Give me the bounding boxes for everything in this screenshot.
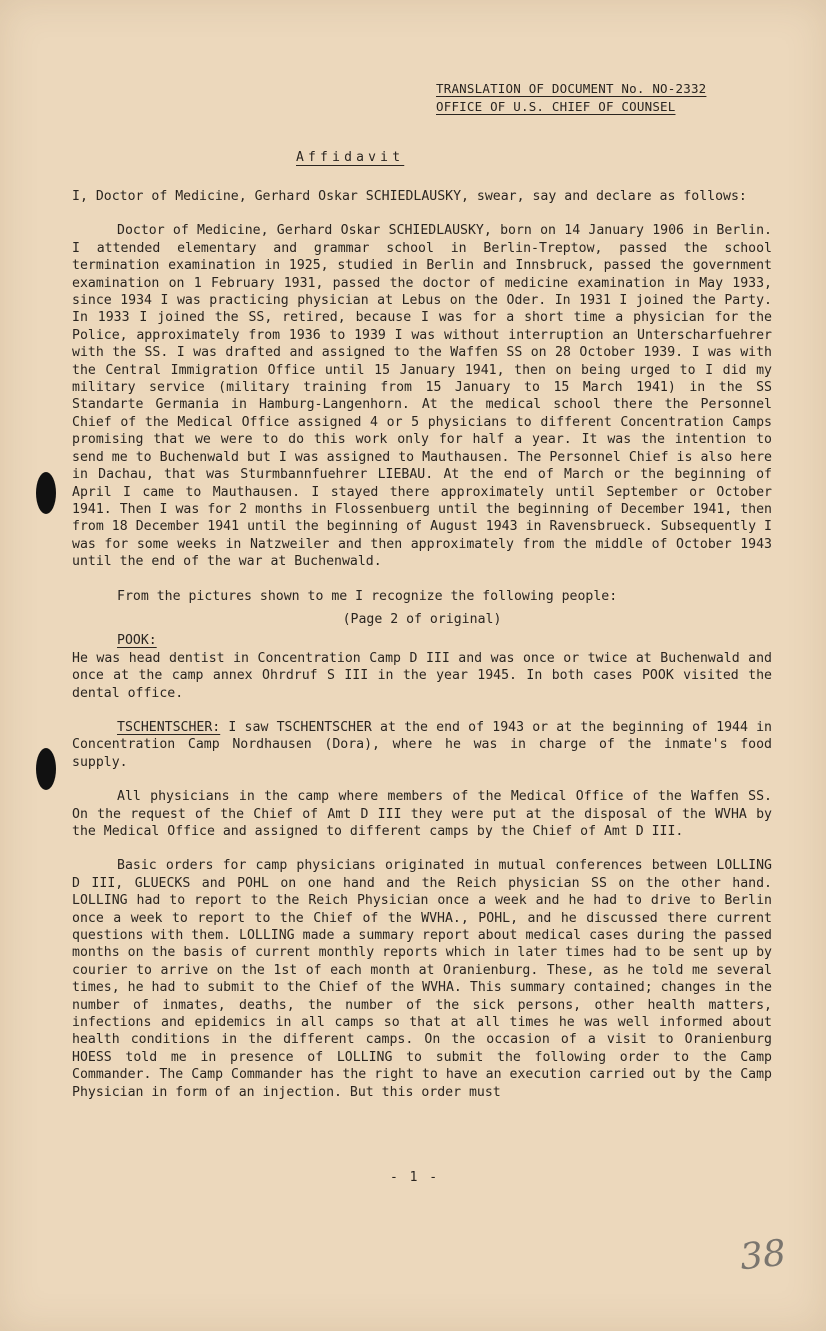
handwritten-page-number: 38 [737, 1232, 788, 1279]
pook-paragraph: He was head dentist in Concentration Camp D III and was once or twice at Buchenwald and once at the camp annex Ohrdruf S III in the year 1945. In both cases POOK visited the dental office. [72, 650, 772, 701]
pictures-paragraph: From the pictures shown to me I recognize the following people: [117, 588, 618, 604]
intro-paragraph: I, Doctor of Medicine, Gerhard Oskar SCHIEDLAUSKY, swear, say and declare as follows: [72, 189, 747, 204]
document-header [436, 80, 796, 116]
punch-hole-bottom [36, 748, 56, 790]
tschentscher-text: I saw TSCHENTSCHER at the end of 1943 or at the beginning of 1944 in Concentration Camp Nordhausen (Dora), where he was in charge of the inmate's food supply. [72, 719, 772, 770]
punch-hole-top [36, 472, 56, 514]
document-title: Affidavit [296, 150, 405, 165]
header-translation-line: TRANSLATION OF DOCUMENT No. NO-2332 [436, 81, 707, 96]
orders-paragraph: Basic orders for camp physicians originated in mutual conferences between LOLLING D III, GLUECKS and POHL on one hand and the Reich physician SS on the other hand. LOLLING had to report to the Reich Physician once a week and he had to drive to Berlin once a week to report to the Chief of the WVHA., POHL, and he discussed there current questions with them. LOLLING made a summary report about medical cases during the passed months on the basis of current monthly reports which in later times had to be sent up by courier to arrive on the 1st of each month at Oranienburg. These, as he told me several times, he had to submit to the Chief of the WVHA. This summary contained; changes in the number of inmates, deaths, the number of the sick persons, other health matters, infections and epidemics in all camps so that at all times he was well informed about health conditions in the different camps. On the occasion of a visit to Oranienburg HOESS told me in presence of LOLLING to submit the following order to the Camp Commander. The Camp Commander has the right to have an execution carried out by the Camp Physician in form of an injection. But this order must [72, 858, 772, 1100]
pook-label: POOK: [117, 633, 157, 649]
physicians-paragraph: All physicians in the camp where members of the Medical Office of the Waffen SS. On the request of the Chief of Amt D III they were put at the disposal of the WVHA by the Medical Office and assigned to different camps by the Chief of Amt D III. [72, 789, 772, 839]
page-number: - 1 - [390, 1170, 440, 1185]
tschentscher-label: TSCHENTSCHER: [117, 719, 221, 735]
document-body [72, 188, 772, 1118]
tschentscher-paragraph [72, 719, 772, 771]
header-office-line: OFFICE OF U.S. CHIEF OF COUNSEL [436, 99, 676, 114]
biography-paragraph: Doctor of Medicine, Gerhard Oskar SCHIEDLAUSKY, born on 14 January 1906 in Berlin. I attended elementary and grammar school in Berlin-Treptow, passed the school termination examination in 1925, studied in Berlin and Innsbruck, passed the government examination on 1 February 1931, passed the doctor of medicine examination in May 1933, since 1934 I was practicing physician at Lebus on the Oder. In 1931 I joined the Party. In 1933 I joined the SS, retired, because I was for a short time a physician for the Police, approximately from 1936 to 1939 I was without interruption an Unterscharfuehrer with the SS. I was drafted and assigned to the Waffen SS on 28 October 1939. I was with the Central Immigration Office until 15 January 1941, then on being urged to I did my military service (military training from 15 January to 15 March 1941) in the SS Standarte Germania in Hamburg-Langenhorn. At the medical school there the Personnel Chief of the Medical Office assigned 4 or 5 physicians to different Concentration Camps promising that we were to do this work only for half a year. It was the intention to send me to Buchenwald but I was assigned to Mauthausen. The Personnel Chief is also here in Dachau, that was Sturmbannfuehrer LIEBAU. At the end of March or the beginning of April I came to Mauthausen. I stayed there approximately until September or October 1941. Then I was for 2 months in Flossenbuerg until the beginning of December 1941, then from 18 December 1941 until the beginning of August 1943 in Ravensbrueck. Subsequently I was for some weeks in Natzweiler and then approximately from the middle of October 1943 until the end of the war at Buchenwald. [72, 223, 772, 570]
page-reference: (Page 2 of original) [342, 611, 502, 627]
